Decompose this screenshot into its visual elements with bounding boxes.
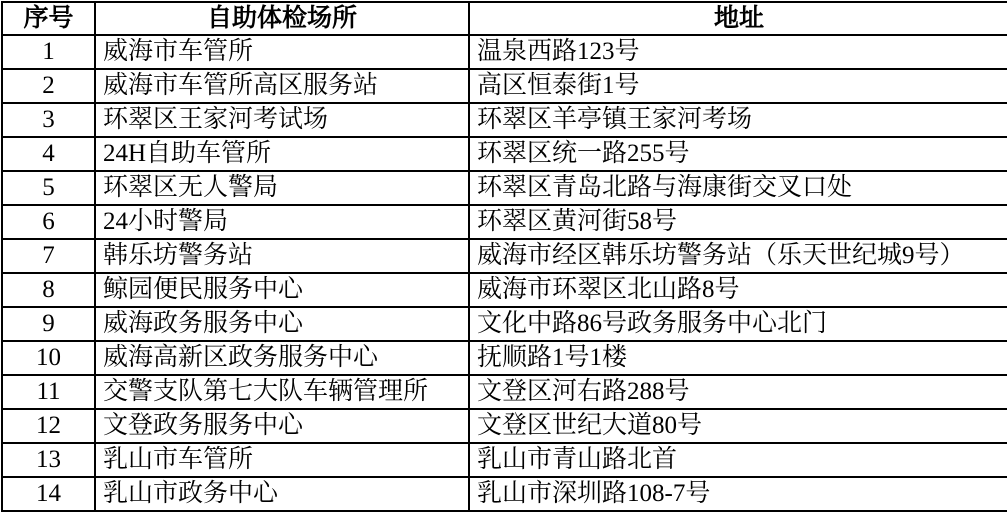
table-cell-no: 12: [2, 409, 95, 443]
table-row: [2, 375, 1007, 409]
table-cell-place: 24H自助车管所: [95, 137, 469, 171]
table-cell-place: 文登政务服务中心: [95, 409, 469, 443]
header-row: [2, 2, 1007, 35]
table-cell-no: 7: [2, 239, 95, 273]
table-cell-addr: 威海市环翠区北山路8号: [469, 273, 1007, 307]
table-row: [2, 69, 1007, 103]
table-cell-place: 威海市车管所: [95, 35, 469, 69]
table-row: [2, 443, 1007, 477]
header-cell-no: 序号: [2, 2, 95, 35]
table-cell-addr: 环翠区黄河街58号: [469, 205, 1007, 239]
table-cell-addr: 温泉西路123号: [469, 35, 1007, 69]
table-cell-no: 3: [2, 103, 95, 137]
self-service-exam-locations-table: [1, 1, 1007, 512]
table-cell-place: 24小时警局: [95, 205, 469, 239]
table-cell-no: 4: [2, 137, 95, 171]
table-row: [2, 103, 1007, 137]
table-row: [2, 341, 1007, 375]
table-cell-addr: 文登区世纪大道80号: [469, 409, 1007, 443]
table-cell-place: 鲸园便民服务中心: [95, 273, 469, 307]
table-cell-no: 11: [2, 375, 95, 409]
table-cell-addr: 威海市经区韩乐坊警务站（乐天世纪城9号）: [469, 239, 1007, 273]
table-cell-addr: 文登区河右路288号: [469, 375, 1007, 409]
table-cell-addr: 抚顺路1号1楼: [469, 341, 1007, 375]
header-cell-place: 自助体检场所: [95, 2, 469, 35]
table-cell-place: 威海市车管所高区服务站: [95, 69, 469, 103]
table-cell-addr: 乳山市青山路北首: [469, 443, 1007, 477]
table-row: [2, 35, 1007, 69]
table-header: [2, 2, 1007, 35]
table-cell-no: 9: [2, 307, 95, 341]
table-cell-place: 环翠区王家河考试场: [95, 103, 469, 137]
table-row: [2, 171, 1007, 205]
table-cell-no: 6: [2, 205, 95, 239]
table-row: [2, 137, 1007, 171]
table-cell-addr: 文化中路86号政务服务中心北门: [469, 307, 1007, 341]
table-cell-place: 乳山市政务中心: [95, 477, 469, 511]
table-row: [2, 409, 1007, 443]
table-cell-no: 13: [2, 443, 95, 477]
table-cell-no: 8: [2, 273, 95, 307]
table-body: [2, 35, 1007, 511]
table-cell-addr: 高区恒泰街1号: [469, 69, 1007, 103]
table-row: [2, 273, 1007, 307]
table-row: [2, 477, 1007, 511]
table-cell-addr: 乳山市深圳路108-7号: [469, 477, 1007, 511]
table-cell-no: 1: [2, 35, 95, 69]
table-cell-place: 交警支队第七大队车辆管理所: [95, 375, 469, 409]
table-row: [2, 239, 1007, 273]
table-cell-place: 乳山市车管所: [95, 443, 469, 477]
table-cell-addr: 环翠区统一路255号: [469, 137, 1007, 171]
header-cell-addr: 地址: [469, 2, 1007, 35]
table-row: [2, 307, 1007, 341]
table-cell-no: 5: [2, 171, 95, 205]
table-cell-addr: 环翠区青岛北路与海康街交叉口处: [469, 171, 1007, 205]
table-cell-place: 威海高新区政务服务中心: [95, 341, 469, 375]
table-cell-place: 环翠区无人警局: [95, 171, 469, 205]
table-cell-addr: 环翠区羊亭镇王家河考场: [469, 103, 1007, 137]
table-cell-no: 2: [2, 69, 95, 103]
table-cell-place: 韩乐坊警务站: [95, 239, 469, 273]
table-row: [2, 205, 1007, 239]
table-cell-no: 14: [2, 477, 95, 511]
table-cell-place: 威海政务服务中心: [95, 307, 469, 341]
table-cell-no: 10: [2, 341, 95, 375]
